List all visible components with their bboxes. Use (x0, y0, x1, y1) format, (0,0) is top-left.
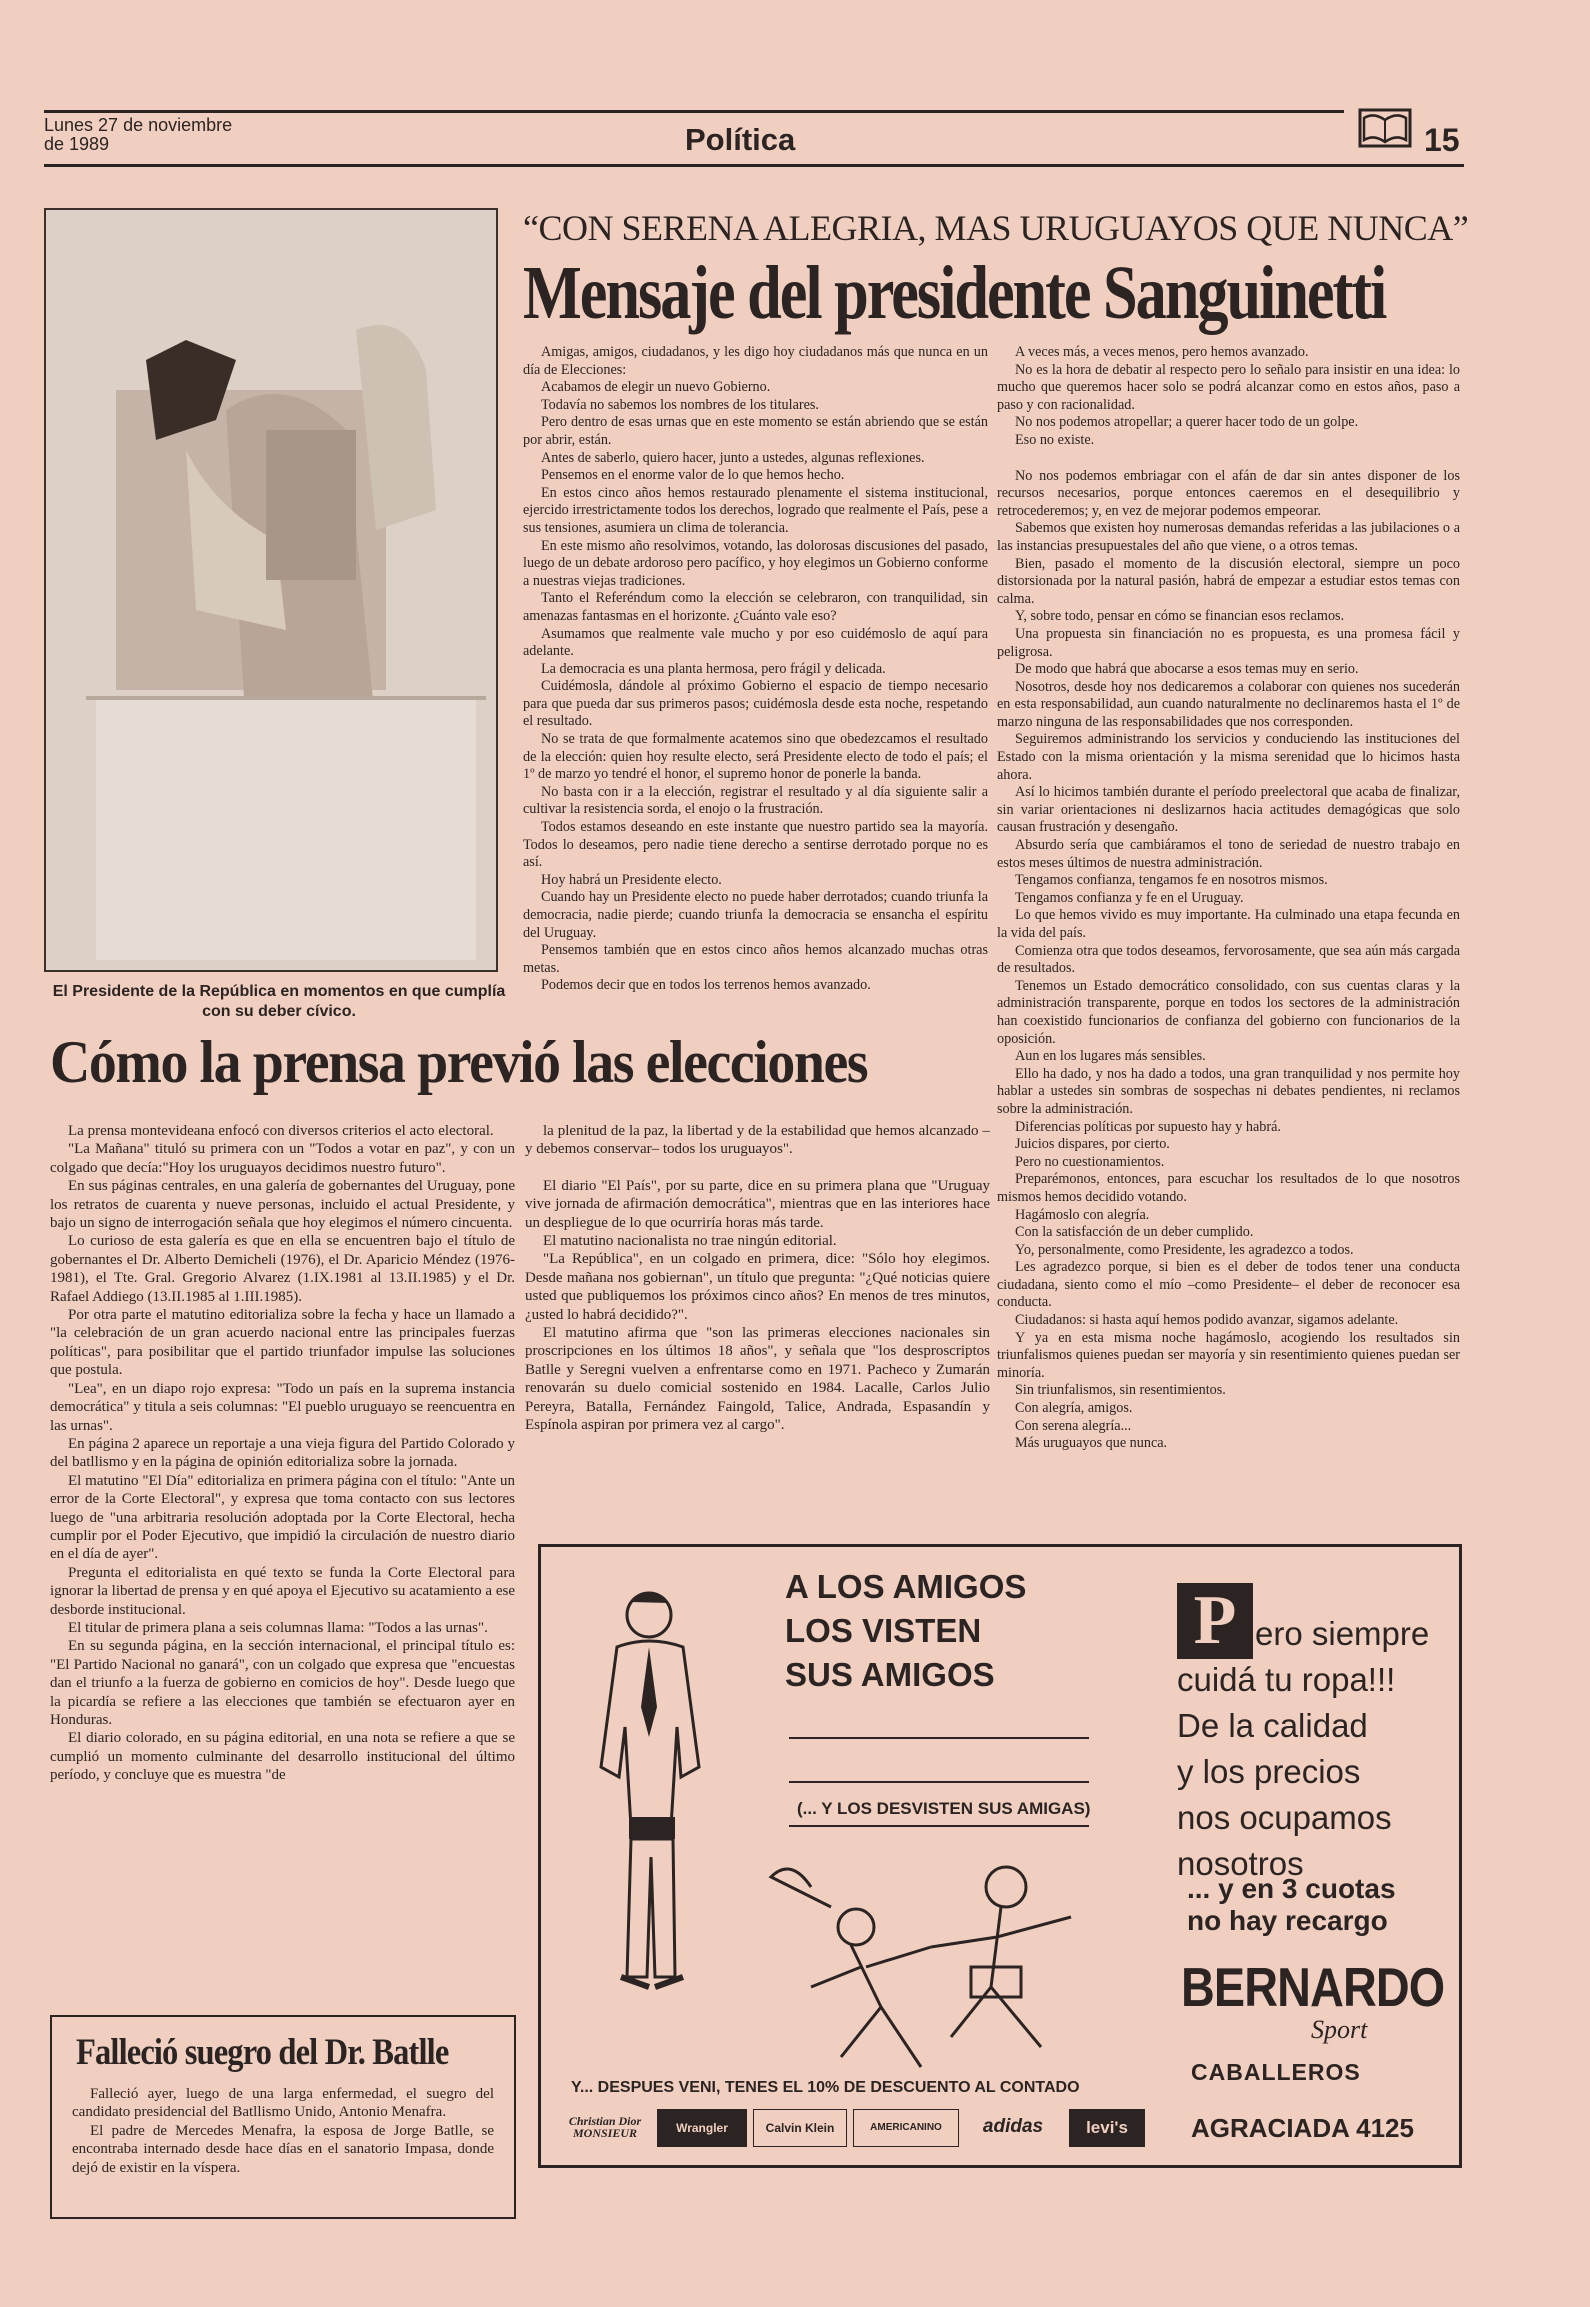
mensaje-col2-paragraph: De modo que habrá que abocarse a esos temas muy en serio. (1015, 661, 1359, 678)
advertisement-bernardo (538, 1544, 1462, 2168)
prensa-column-1 (50, 1122, 515, 2000)
mensaje-col2-paragraph: Lo que hemos vivido es muy importante. Ha culminado una etapa fecunda en la vida del país. (997, 907, 1460, 941)
ad-discount: Y... DESPUES VENI, TENES EL 10% DE DESCUENTO AL CONTADO (571, 2079, 1080, 2096)
store-sub: Sport (1311, 2015, 1368, 2044)
mensaje-col1-paragraph: La democracia es una planta hermosa, pero frágil y delicada. (541, 660, 886, 677)
mensaje-col2-paragraph: Eso no existe. (1015, 431, 1095, 448)
mensaje-col2-paragraph: A veces más, a veces menos, pero hemos avanzado. (1015, 344, 1309, 360)
mensaje-col2-paragraph: No nos podemos atropellar; a querer hacer todo de un golpe. (1015, 414, 1359, 431)
mensaje-col2-paragraph: Más uruguayos que nunca. (1015, 1435, 1168, 1452)
brand-wrangler: Wrangler (657, 2109, 747, 2147)
ad-cuotas-line-2: no hay recargo (1187, 1905, 1388, 1936)
prensa-col1-paragraph: En sus páginas centrales, en una galería de gobernantes del Uruguay, pone los retratos de cuarenta y nueve personas, incluido el actual Presidente, y bajo un signo de interrogación señala que hoy elegimos el número cincuenta. (50, 1178, 515, 1232)
brand-logos (561, 2109, 1181, 2149)
header-rule-top-left (44, 110, 1344, 113)
section-title: Política (685, 122, 796, 157)
ad-right-text (1177, 1611, 1429, 1887)
mensaje-col2-paragraph: Así lo hicimos también durante el período preelectoral que acaba de finalizar, sin variar orientaciones ni deslizarnos hacia actitudes demagógicas que solo causan frustración y desengaño. (997, 784, 1460, 836)
ad-line-2 (789, 1781, 1089, 1783)
prensa-col2-paragraph: El matutino nacionalista no trae ningún editorial. (543, 1233, 837, 1250)
mensaje-col2-paragraph: Aun en los lugares más sensibles. (1015, 1048, 1206, 1065)
man-illustration (571, 1577, 721, 2007)
mensaje-col2-paragraph: Y, sobre todo, pensar en cómo se financian esos reclamos. (1015, 608, 1345, 625)
store-address: AGRACIADA 4125 (1191, 2113, 1414, 2143)
mensaje-col2-paragraph: Yo, personalmente, como Presidente, les agradezco a todos. (1015, 1241, 1354, 1258)
store-category: CABALLEROS (1191, 2059, 1361, 2085)
ad-headline-line-1: A LOS AMIGOS (785, 1568, 1027, 1605)
ad-line-3 (789, 1825, 1089, 1827)
mensaje-col2-paragraph: Con alegría, amigos. (1015, 1400, 1133, 1417)
brand-dior: Christian Dior MONSIEUR (568, 2114, 642, 2140)
ad-initial-p: P (1177, 1583, 1253, 1659)
prensa-col2-paragraph (525, 1159, 990, 1177)
ad-headline-line-3: SUS AMIGOS (785, 1656, 995, 1693)
ad-right-line-2: cuidá tu ropa!!! (1177, 1661, 1396, 1698)
mensaje-col1-paragraph: En este mismo año resolvimos, votando, las dolorosas discusiones del pasado, luego de un debate ardoroso pero pacífico, y hoy elegimos un Gobierno conforme a nuestras viejas tradiciones. (523, 537, 988, 589)
ad-right-line-4: y los precios (1177, 1753, 1361, 1790)
mensaje-col1-paragraph: Todos estamos deseando en este instante que nuestro partido sea la mayoría. Todos lo deseamos, pero nadie tiene derecho a sentirse derrotado porque no es así. (523, 819, 988, 871)
mensaje-col1-paragraph: Cuando hay un Presidente electo no puede haber derrotados; cuando triunfa la democracia, nadie pierde; cuando triunfa la democracia se ensancha el espíritu del Uruguay. (523, 889, 988, 941)
mensaje-col2-paragraph: Tengamos confianza, tengamos fe en nosotros mismos. (1015, 872, 1328, 889)
mensaje-col2-paragraph (997, 450, 1460, 468)
photo-caption: El Presidente de la República en momentos en que cumplía con su deber cívico. (52, 983, 506, 1020)
ad-right-line-5: nos ocupamos (1177, 1799, 1392, 1836)
mensaje-col1-paragraph: Amigas, amigos, ciudadanos, y les digo hoy ciudadanos más que nunca en un día de Elecciones: (523, 344, 988, 378)
mensaje-col2-paragraph: No nos podemos embriagar con el afán de dar sin antes disponer de los recursos necesarios, porque entonces caeremos en el desequilibrio y retrocederemos; y, en vez de mejorar podemos empeorar. (997, 467, 1460, 519)
prensa-col1-paragraph: El matutino "El Día" editorializa en primera página con el título: "Ante un error de la Corte Electoral", y expresa que toma contacto con sus lectores luego de "una arbitraria resolución adoptada por la Corte Electoral, hecha cumplir por el Poder Ejecutivo, que impidió la circulación de nuestro diario en el día de ayer". (50, 1472, 515, 1563)
date-line (44, 116, 232, 154)
mensaje-col1-paragraph: En estos cinco años hemos restaurado plenamente el sistema institucional, ejercido irrestrictamente todos los derechos, logrado que realmente el País, pese a sus tensiones, asumiera un clima de tolerancia. (523, 484, 988, 536)
prensa-col2-paragraph: la plenitud de la paz, la libertad y de la estabilidad que hemos alcanzado –y debemos conservar– todos los uruguayos". (525, 1123, 990, 1158)
ad-headline-line-2: LOS VISTEN (785, 1612, 982, 1649)
date-line-2: de 1989 (44, 134, 110, 154)
prensa-col1-paragraphs (50, 1122, 515, 1785)
prensa-col2-paragraph: "La República", en un colgado en primera, dice: "Sólo hoy elegimos. Desde mañana nos gobiernan", un título que pregunta: "¿Qué noticias quiere usted que publiquemos los próximos cinco años? En menos de tres minutos, ¿usted lo habrá decidido?". (525, 1251, 990, 1323)
mensaje-col2-paragraph: Hagámoslo con alegría. (1015, 1206, 1150, 1223)
mensaje-col2-paragraph: Comienza otra que todos deseamos, fervorosamente, que sea aún más cargada de resultados. (997, 942, 1460, 977)
mensaje-col2-paragraph: Ciudadanos: si hasta aquí hemos podido avanzar, sigamos adelante. (1015, 1312, 1399, 1329)
mensaje-col2-paragraph: Les agradezco porque, si bien es el deber de todos tener una conducta ciudadana, siento como el mío –como Presidente– el deber de reconocer esa conducta. (997, 1259, 1460, 1311)
batlle-body (72, 2085, 494, 2213)
mensaje-col2-paragraph: Tengamos confianza y fe en el Uruguay. (1015, 889, 1244, 906)
batlle-box (50, 2015, 516, 2219)
prensa-col2-paragraphs (525, 1122, 990, 1435)
brand-adidas: adidas (982, 2116, 1044, 2137)
mensaje-column-1 (523, 344, 988, 1024)
book-icon (1358, 106, 1412, 150)
prensa-col1-paragraph: El diario colorado, en su página editorial, en una nota se refiere a que se cumplió un momento culminante del desarrollo institucional del último período, y concluye que es muestra "de (50, 1730, 515, 1784)
mensaje-kicker: “CON SERENA ALEGRIA, MAS URUGUAYOS QUE NUNCA” (523, 208, 1469, 248)
photo-illustration (46, 210, 496, 970)
mensaje-col1-paragraph: Antes de saberlo, quiero hacer, junto a ustedes, algunas reflexiones. (541, 449, 925, 466)
mensaje-col2-paragraph: Una propuesta sin financiación no es propuesta, es una promesa fácil y peligrosa. (997, 625, 1460, 660)
prensa-col1-paragraph: "Lea", en un diapo rojo expresa: "Todo un país en la suprema instancia democrática" y titula a seis columnas: "El pueblo uruguayo se reencuentra en las urnas". (50, 1380, 515, 1434)
prensa-title: Cómo la prensa previó las elecciones (50, 1029, 868, 1095)
ad-headline (785, 1565, 1026, 1697)
mensaje-col2-paragraph: Con serena alegría... (1015, 1417, 1132, 1434)
header-rule-bottom (44, 164, 1464, 167)
ad-right-line-3: De la calidad (1177, 1707, 1368, 1744)
mensaje-col2-paragraph: Ello ha dado, y nos ha dado a todos, una gran tranquilidad y nos permite hoy hablar a ustedes sin sombras de sospechas ni debates pendientes, ni reclamos sobre la administración. (997, 1065, 1460, 1117)
ad-right-line-6: nosotros (1177, 1845, 1304, 1882)
mensaje-col1-paragraph: No se trata de que formalmente acatemos sino que obedezcamos el resultado de la elección: quien hoy resulte electo, será Presidente electo de todo el país; el 1º de marzo yo tendré el honor, el supremo honor de ponerle la banda. (523, 731, 988, 783)
ad-subline: (... Y LOS DESVISTEN SUS AMIGAS) (797, 1799, 1091, 1818)
mensaje-col2-paragraph: Diferencias políticas por supuesto hay y habrá. (1015, 1118, 1281, 1135)
ad-cuotas-line-1: ... y en 3 cuotas (1187, 1873, 1396, 1904)
prensa-col1-paragraph: "La Mañana" tituló su primera con un "Todos a votar en paz", y con un colgado que decía:"Hoy los uruguayos decidimos nuestro futuro". (50, 1141, 515, 1176)
mensaje-col1-paragraph: Pensemos también que en estos cinco años hemos alcanzado muchas otras metas. (523, 942, 988, 976)
mensaje-col1-paragraphs (523, 344, 988, 995)
brand-levis: levi's (1069, 2109, 1145, 2147)
mensaje-col2-paragraph: No es la hora de debatir al respecto pero lo señalo para insistir en una idea: lo mucho que queremos hacer solo se podrá alcanzar como en estos años, paso a paso y con racionalidad. (997, 361, 1460, 413)
ad-line-1 (789, 1737, 1089, 1739)
mensaje-col1-paragraph: Todavía no sabemos los nombres de los titulares. (541, 396, 819, 413)
ad-cuotas (1187, 1873, 1396, 1937)
prensa-col1-paragraph: Por otra parte el matutino editorializa sobre la fecha y hace un llamado a "la celebración de un gran acuerdo nacional entre las principales fuerzas políticas", para posibilitar que el partido triunfador impulse las soluciones que postula. (50, 1307, 515, 1379)
mensaje-col2-paragraph: Pero no cuestionamientos. (1015, 1153, 1165, 1170)
prensa-col1-paragraph: En página 2 aparece un reportaje a una vieja figura del Partido Colorado y del batllismo y en la página de opinión editorializa sobre la jornada. (50, 1435, 515, 1471)
mensaje-col2-paragraph: Con la satisfacción de un deber cumplido. (1015, 1224, 1254, 1241)
prensa-col2-paragraph: El matutino afirma que "son las primeras elecciones nacionales sin proscripciones en los últimos 18 años", y señala que "los desproscriptos Batlle y Seregni vuelven a enfrentarse como en 1971. Pacheco y Zumarán renovarán su duelo comicial sostenido en 1984. Lacalle, Carlos Julio Pereyra, Batalla, Fernández Faingold, Talice, Andrada, Espasandín y Espínola aspiran por primera vez al cargo". (525, 1325, 990, 1434)
mensaje-column-2 (997, 344, 1460, 1516)
mensaje-col2-paragraph: Nosotros, desde hoy nos dedicaremos a colaborar con quienes nos sucederán en esta responsabilidad, aun cuando naturalmente no declinaremos hasta el 1º de marzo ninguna de las responsabilidades que nos corresponden. (997, 678, 1460, 730)
brand-calvin-klein: Calvin Klein (753, 2109, 847, 2147)
mensaje-col2-paragraph: Absurdo sería que cambiáramos el tono de seriedad de nuestro trabajo en estos meses últimos de nuestra administración. (997, 837, 1460, 871)
ad-right-line-1: ero siempre (1255, 1615, 1430, 1652)
batlle-paragraphs-paragraph: Falleció ayer, luego de una larga enfermedad, el suegro del candidato presidencial del Batllismo Unido, Antonio Menafra. (72, 2086, 494, 2121)
page-number: 15 (1424, 122, 1460, 158)
store-name: BERNARDO (1181, 1956, 1445, 2018)
mensaje-col2-paragraph: Sabemos que existen hoy numerosas demandas referidas a las jubilaciones o a las instancias presupuestales del año que viene, o a otros temas. (997, 520, 1460, 554)
photo-president-voting (44, 208, 498, 972)
mensaje-col1-paragraph: Hoy habrá un Presidente electo. (541, 871, 722, 888)
prensa-col1-paragraph: Lo curioso de esta galería es que en ella se encuentren bajo el título de gobernantes el Dr. Alberto Demicheli (1976), el Dr. Aparicio Méndez (1976-1981), el Tte. Gral. Gregorio Alvarez (1.IX.1981 al 13.II.1985) y el Dr. Rafael Addiego (13.II.1985 al 1.III.1985). (50, 1233, 515, 1305)
mensaje-col1-paragraph: Pensemos en el enorme valor de lo que hemos hecho. (541, 467, 845, 484)
mensaje-col1-paragraph: Tanto el Referéndum como la elección se celebraron, con tranquilidad, sin amenazas fantasmas en el horizonte. ¿Cuánto vale eso? (523, 590, 988, 624)
mensaje-col1-paragraph: Acabamos de elegir un nuevo Gobierno. (541, 379, 771, 396)
mensaje-col1-paragraph: Cuidémosla, dándole al próximo Gobierno el espacio de tiempo necesario para que pueda dar sus primeros pasos; cuidémosla desde esta noche, respetando el resultado. (523, 678, 988, 730)
brand-americanino: AMERICANINO (853, 2109, 959, 2147)
mensaje-col2-paragraphs (997, 344, 1460, 1453)
mensaje-col2-paragraph: Preparémonos, entonces, para escuchar los resultados de lo que nosotros mismos hemos decidido votando. (997, 1171, 1460, 1205)
mensaje-col2-paragraph: Bien, pasado el momento de la discusión electoral, siempre un poco distorsionada por la natural pasión, habrá de empezar a estudiar estos temas con calma. (997, 555, 1460, 607)
mensaje-col1-paragraph: Asumamos que realmente vale mucho y por eso cuidémoslo de aquí para adelante. (523, 625, 988, 660)
prensa-column-2 (525, 1122, 990, 1522)
mensaje-col2-paragraph: Seguiremos administrando los servicios y conduciendo las instituciones del Estado con la misma orientación y la misma serenidad que lo hicimos hasta ahora. (997, 731, 1460, 783)
prensa-col1-paragraph: El titular de primera plana a seis columnas llama: "Todos a las urnas". (68, 1619, 488, 1636)
prensa-col1-paragraph: La prensa montevideana enfocó con diversos criterios el acto electoral. (68, 1123, 494, 1139)
mensaje-col2-paragraph: Tenemos un Estado democrático consolidado, con sus cuentas claras y la administración transparente, porque en todos los sectores de la administración han coexistido funcionarios de confianza del gobierno con funcionarios de la oposición. (997, 977, 1460, 1047)
mensaje-title: Mensaje del presidente Sanguinetti (523, 251, 1386, 335)
mensaje-col2-paragraph: Juicios dispares, por cierto. (1015, 1136, 1170, 1153)
prensa-col2-paragraph: El diario "El País", por su parte, dice en su primera plana que "Uruguay vive jornada de afirmación democrática", mientras que en las interiores hace un despliegue de lo que ocurriría horas más tarde. (525, 1177, 990, 1231)
mensaje-col1-paragraph: Pero dentro de esas urnas que en este momento se están abriendo que se están por abrir, están. (523, 414, 988, 448)
prensa-col1-paragraph: Pregunta el editorialista en qué texto se funda la Corte Electoral para ignorar la libertad de prensa y en qué apoya el Ejecutivo su acatamiento a ese desborde institucional. (50, 1564, 515, 1618)
prensa-col1-paragraph: En su segunda página, en la sección internacional, el principal título es: "El Partido Nacional no ganará", con un colgado que expresa que "encuestas dan el triunfo a la fuerza de gobierno en comicios de hoy". Desde luego que la picardía se refiere a las elecciones que también se efectuaron ayer en Honduras. (50, 1638, 515, 1728)
mensaje-col2-paragraph: Sin triunfalismos, sin resentimientos. (1015, 1382, 1226, 1399)
mensaje-col2-paragraph: Y ya en esta misma noche hagámoslo, acogiendo los resultados sin triunfalismos quienes puedan ser mayoría y sin resentimiento quienes puedan ser minoría. (997, 1329, 1460, 1381)
mensaje-col1-paragraph: No basta con ir a la elección, registrar el resultado y al día siguiente salir a cultivar la resistencia sorda, el enojo o la frustración. (523, 783, 988, 818)
mensaje-col1-paragraph: Podemos decir que en todos los terrenos hemos avanzado. (541, 977, 871, 994)
date-line-1: Lunes 27 de noviembre (44, 115, 233, 135)
batlle-title: Falleció suegro del Dr. Batlle (76, 2032, 449, 2073)
batlle-paragraphs-paragraph: El padre de Mercedes Menafra, la esposa de Jorge Batlle, se encontraba internado desde hace días en el sanatorio Impasa, donde dejó de existir en la víspera. (72, 2122, 494, 2176)
running-figures-illustration (751, 1847, 1121, 2107)
